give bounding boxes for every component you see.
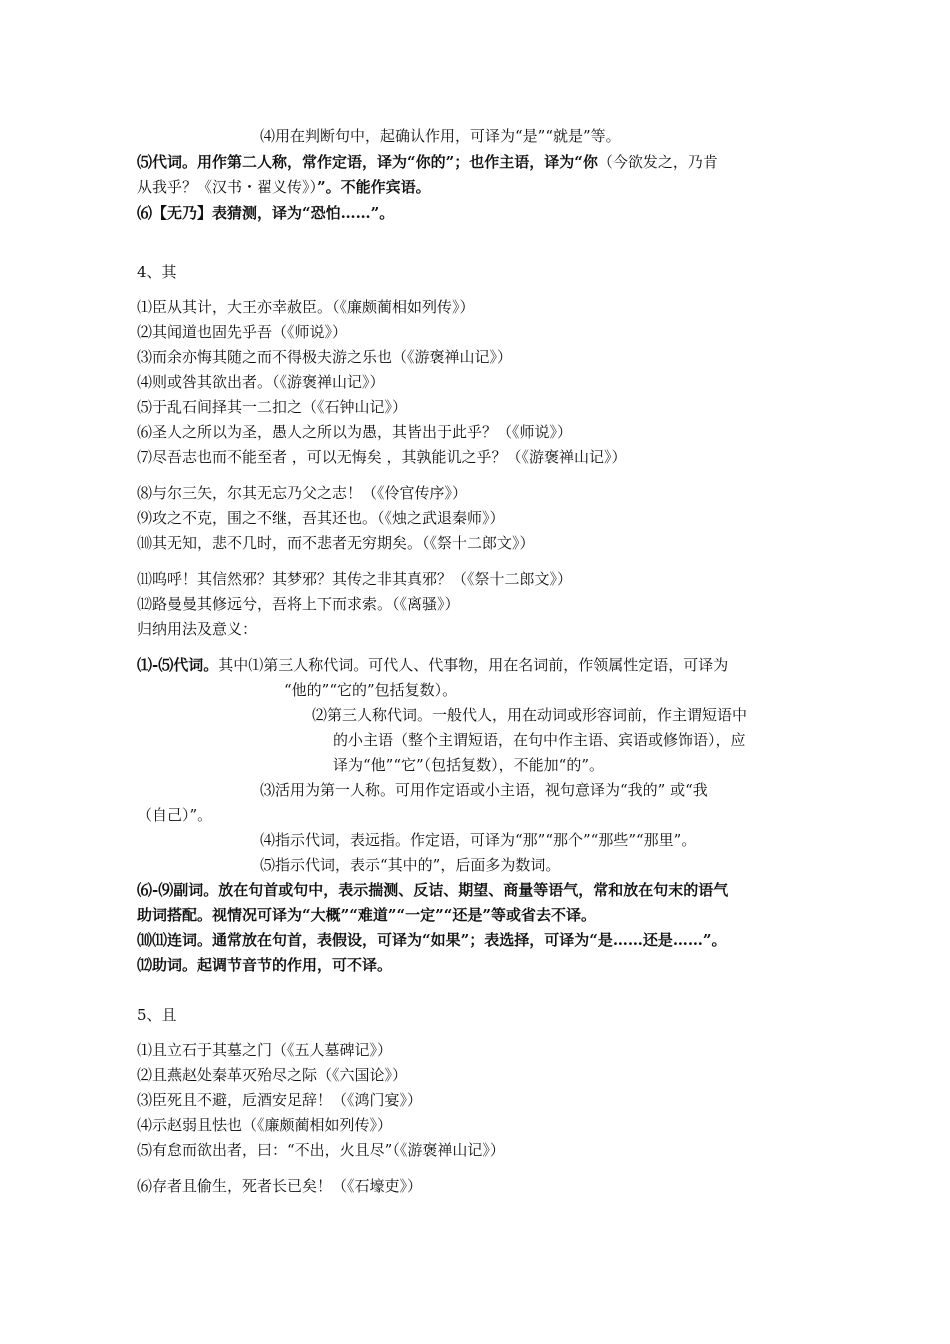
summary-pronoun-line-2: “他的”“它的”包括复数）。 [284,681,458,699]
example-line: ⑷示赵弱且怯也（《廉颇蔺相如列传》） [137,1116,393,1134]
example-line: ⑿路曼曼其修远兮，吾将上下而求索。（《离骚》） [137,595,460,613]
usage-6-line: ⑹【无乃】表猜测，译为“恐怕……”。 [137,204,395,222]
example-line: ⑵其闻道也固先乎吾（《师说》） [137,323,348,341]
summary-adverb-line-1: ⑹-⑼副词。放在句首或句中，表示揣测、反诘、期望、商量等语气，常和放在句末的语气 [137,881,729,899]
example-line: ⑺尽吾志也而不能至者 ，可以无悔矣 ，其孰能讥之乎？（《游褒禅山记》） [137,448,627,466]
usage-5-line-1 [137,152,718,172]
example-line: ⑾呜呼！其信然邪？其梦邪？其传之非其真邪？（《祭十二郎文》） [137,570,573,588]
summary-title: 归纳用法及意义： [137,620,258,638]
summary-item-2-line-1: ⑵第三人称代词。一般代人，用在动词或形容词前，作主谓短语中 [312,706,748,724]
summary-item-5-line: ⑸指示代词，表示“其中的”，后面多为数词。 [260,856,561,874]
example-line: ⑵且燕赵处秦革灭殆尽之际（《六国论》） [137,1066,408,1084]
section-heading-qie: 5、且 [137,1006,177,1024]
example-line: ⑽其无知，悲不几时，而不悲者无穷期矣。（《祭十二郎文》） [137,534,535,552]
example-line: ⑻与尔三矢，尔其无忘乃父之志！（《伶官传序》） [137,484,468,502]
summary-conjunction-line: ⑽⑾连词。通常放在句首，表假设，可译为“如果”；表选择，可译为“是……还是……”。 [137,931,727,949]
summary-pronoun-label: ⑴-⑸代词。 [137,656,219,674]
summary-item-2-line-2: 的小主语（整个主谓短语，在句中作主语、宾语或修饰语），应 [333,731,746,749]
summary-adverb-line-2: 助词搭配。视情况可译为“大概”“难道”“一定”“还是”等或省去不译。 [137,906,597,924]
summary-item-4-line: ⑷指示代词，表远指。作定语，可译为“那”“那个”“那些”“那里”。 [260,831,697,849]
summary-pronoun-line-1 [137,655,728,675]
summary-pronoun-text: 其中⑴第三人称代词。可代人、代事物，用在名词前，作领属性定语，可译为 [218,656,729,674]
usage-4-line: ⑷用在判断句中，起确认作用，可译为“是”“就是”等。 [260,127,621,145]
example-line: ⑸有怠而欲出者，曰：“不出，火且尽”（《游褒禅山记》） [137,1141,505,1159]
usage-5-example-source: 从我乎？《汉书・翟义传》） [137,178,318,196]
example-line: ⑷则或咎其欲出者。（《游褒禅山记》） [137,373,385,391]
example-line: ⑸于乱石间择其一二扣之（《石钟山记》） [137,398,408,416]
example-line: ⑶而余亦悔其随之而不得极夫游之乐也（《游褒禅山记》） [137,348,513,366]
summary-item-2-line-3: 译为“他”“它”（包括复数），不能加“的”。 [333,756,605,774]
section-heading-qi: 4、其 [137,263,177,281]
example-line: ⑴且立石于其墓之门（《五人墓碑记》） [137,1041,393,1059]
example-line: ⑶臣死且不避，卮酒安足辞！（《鸿门宴》） [137,1091,423,1109]
example-line: ⑹圣人之所以为圣，愚人之所以为愚，其皆出于此乎？（《师说》） [137,423,573,441]
usage-5-line-2 [137,177,431,197]
usage-5-bold-end: ”。不能作宾语。 [317,178,431,196]
usage-5-example-text: （今欲发之，乃肯 [597,153,718,171]
example-line: ⑼攻之不克，围之不继，吾其还也。（《烛之武退秦师》） [137,509,505,527]
summary-item-3-line-1: ⑶活用为第一人称。可用作定语或小主语，视句意译为“我的” 或“我 [260,781,708,799]
example-line: ⑹存者且偷生，死者长已矣！（《石壕吏》） [137,1177,423,1195]
summary-auxiliary-line: ⑿助词。起调节音节的作用，可不译。 [137,956,393,974]
example-line: ⑴臣从其计，大王亦幸赦臣。（《廉颇蔺相如列传》） [137,298,475,316]
summary-item-3-line-2: （自己）”。 [137,806,213,824]
usage-5-bold-text: ⑸代词。用作第二人称，常作定语，译为“你的”；也作主语，译为“你 [137,153,598,171]
